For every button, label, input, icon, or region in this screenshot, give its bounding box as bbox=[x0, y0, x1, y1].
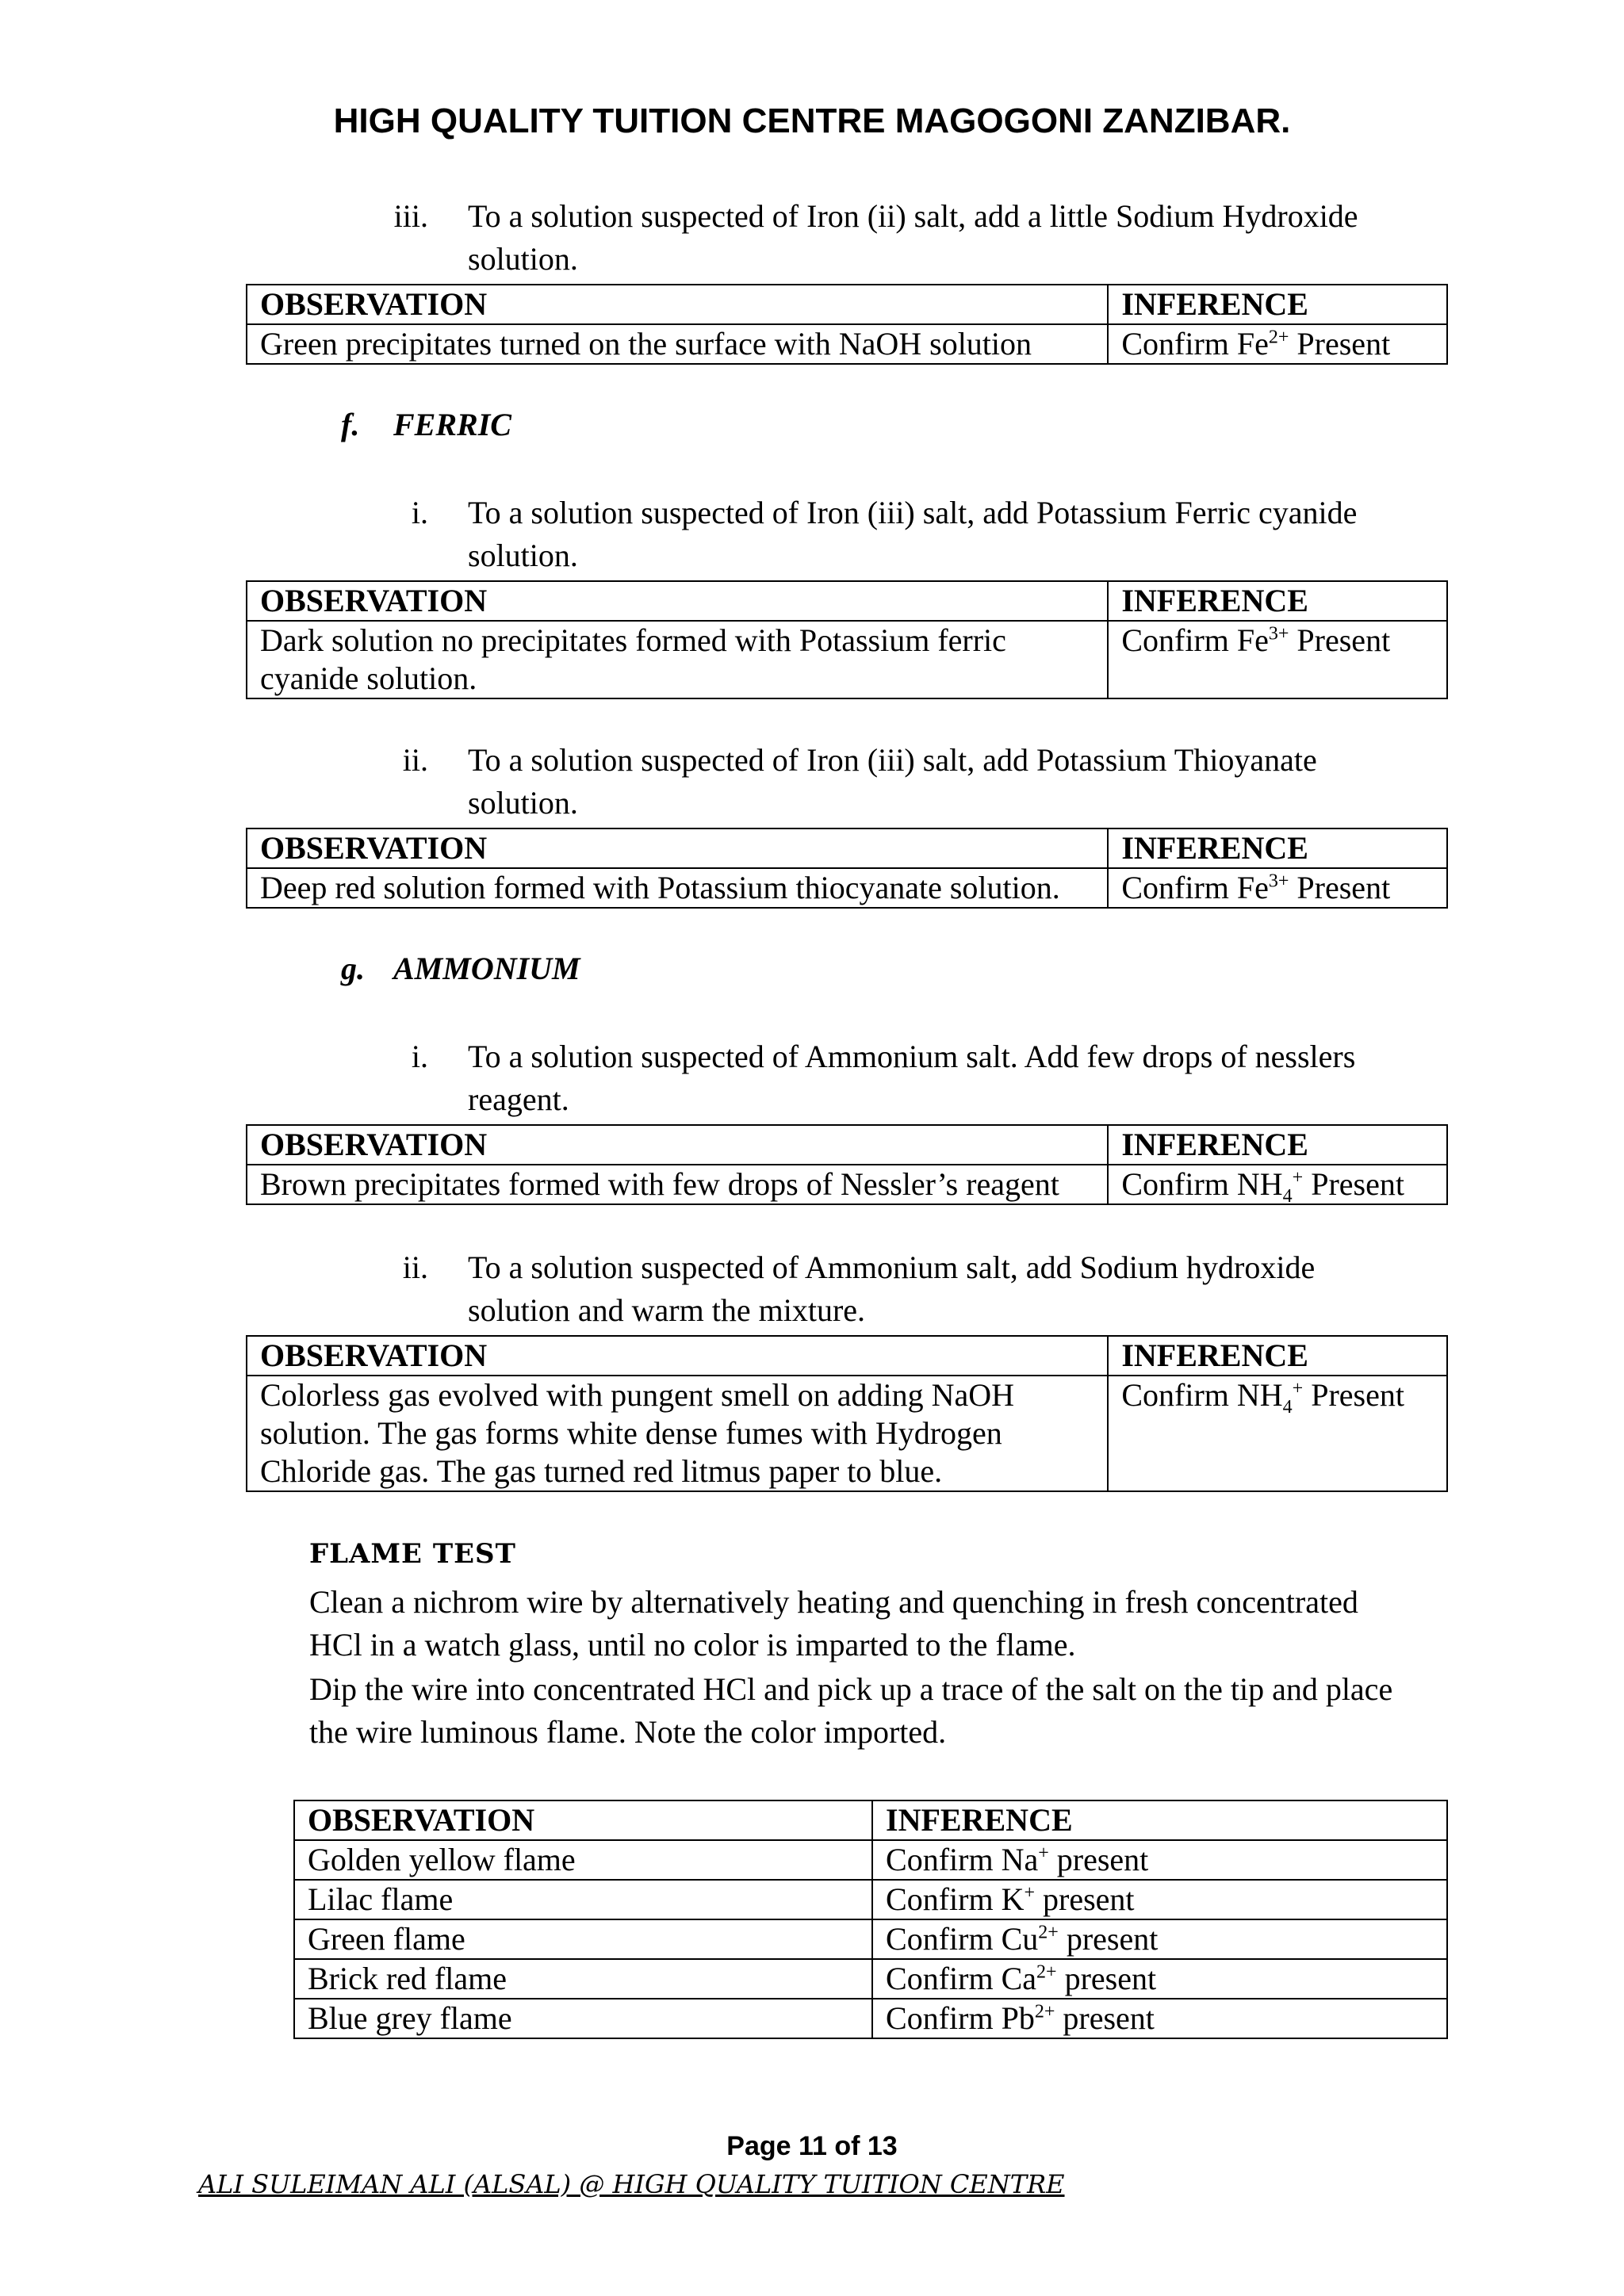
inference-cell: Confirm $Fe^{2+}$ Present bbox=[1108, 324, 1447, 364]
instruction-line-1: To a solution suspected of Ammonium salt. Add few drops of nesslers bbox=[468, 1039, 1356, 1074]
table-row bbox=[247, 324, 1447, 364]
inference-cell: Confirm $NH_4^+$ Present bbox=[1108, 1165, 1447, 1204]
page-number: Page 11 of 13 bbox=[726, 2131, 898, 2161]
ammonium-test-1-table bbox=[246, 1124, 1448, 1205]
inference-header: INFERENCE bbox=[1108, 285, 1447, 324]
ammonium-test-1-instruction bbox=[381, 1035, 1491, 1123]
instruction-line-2: solution. bbox=[468, 241, 578, 277]
section-letter: g. bbox=[341, 951, 365, 986]
observation-header: OBSERVATION bbox=[247, 581, 1108, 621]
observation-cell: Green precipitates turned on the surface with NaOH solution bbox=[247, 324, 1108, 364]
item-number: i. bbox=[411, 1039, 428, 1074]
table-row bbox=[247, 868, 1447, 908]
paragraph-line: Dip the wire into concentrated HCl and pick up a trace of the salt on the tip and place bbox=[309, 1671, 1393, 1707]
item-number: i. bbox=[411, 495, 428, 530]
flame-test-paragraph-2 bbox=[309, 1668, 1451, 1754]
ferric-test-1-table bbox=[246, 580, 1448, 699]
ferric-test-2-table bbox=[246, 828, 1448, 909]
ferric-test-2-instruction bbox=[381, 739, 1491, 826]
ferric-test-1-instruction bbox=[381, 492, 1491, 579]
instruction-line-2: solution and warm the mixture. bbox=[468, 1292, 866, 1328]
footer-author-credit: ALI SULEIMAN ALI (ALSAL) @ HIGH QUALITY TUITION CENTRE bbox=[198, 2169, 1065, 2199]
instruction-line-2: solution. bbox=[468, 785, 578, 821]
table-header-row bbox=[247, 285, 1447, 324]
item-number: iii. bbox=[393, 198, 428, 234]
table-row bbox=[294, 1919, 1447, 1959]
section-title: FERRIC bbox=[393, 407, 511, 442]
inference-header: INFERENCE bbox=[1108, 581, 1447, 621]
table-row bbox=[294, 1840, 1447, 1880]
flame-test-paragraph-1 bbox=[309, 1581, 1451, 1667]
flame-test-heading: FLAME TEST bbox=[309, 1538, 516, 1570]
observation-header: OBSERVATION bbox=[294, 1800, 872, 1840]
instruction-line-2: reagent. bbox=[468, 1081, 569, 1117]
table-header-row bbox=[247, 1125, 1447, 1165]
observation-cell: Green flame bbox=[294, 1919, 872, 1959]
observation-header: OBSERVATION bbox=[247, 828, 1108, 868]
section-title: AMMONIUM bbox=[393, 951, 580, 986]
table-row bbox=[247, 1165, 1447, 1204]
observation-cell: Dark solution no precipitates formed with Potassium ferric cyanide solution. bbox=[247, 621, 1108, 698]
section-ferric-heading bbox=[341, 406, 511, 443]
instruction-line-1: To a solution suspected of Iron (iii) salt, add Potassium Ferric cyanide bbox=[468, 495, 1358, 530]
observation-cell: Brown precipitates formed with few drops of Nessler’s reagent bbox=[247, 1165, 1108, 1204]
inference-header: INFERENCE bbox=[1108, 1336, 1447, 1376]
inference-cell: Confirm $Pb^{2+}$ present bbox=[872, 1999, 1447, 2038]
observation-cell: Lilac flame bbox=[294, 1880, 872, 1919]
table-header-row bbox=[294, 1800, 1447, 1840]
inference-cell: Confirm $Fe^{3+}$ Present bbox=[1108, 868, 1447, 908]
section-ammonium-heading bbox=[341, 950, 580, 987]
instruction-line-1: To a solution suspected of Iron (iii) salt, add Potassium Thioyanate bbox=[468, 742, 1317, 778]
observation-cell: Blue grey flame bbox=[294, 1999, 872, 2038]
paragraph-line: HCl in a watch glass, until no color is imparted to the flame. bbox=[309, 1627, 1076, 1663]
inference-cell: Confirm $Cu^{2+}$ present bbox=[872, 1919, 1447, 1959]
page-header-title: HIGH QUALITY TUITION CENTRE MAGOGONI ZANZIBAR. bbox=[333, 101, 1291, 140]
inference-header: INFERENCE bbox=[872, 1800, 1447, 1840]
item-number: ii. bbox=[402, 742, 428, 778]
observation-header: OBSERVATION bbox=[247, 285, 1108, 324]
table-header-row bbox=[247, 581, 1447, 621]
observation-cell: Colorless gas evolved with pungent smell on adding NaOH solution. The gas forms white dense fumes with Hydrogen Chloride gas. The gas turned red litmus paper to blue. bbox=[247, 1376, 1108, 1491]
paragraph-line: the wire luminous flame. Note the color imported. bbox=[309, 1714, 947, 1750]
inference-cell: Confirm $NH_4^+$ Present bbox=[1108, 1376, 1447, 1491]
table-header-row bbox=[247, 828, 1447, 868]
ammonium-test-2-instruction bbox=[381, 1246, 1491, 1334]
item-number: ii. bbox=[402, 1249, 428, 1285]
instruction-line-1: To a solution suspected of Iron (ii) salt, add a little Sodium Hydroxide bbox=[468, 198, 1358, 234]
inference-cell: Confirm Na+ present bbox=[872, 1840, 1447, 1880]
table-row bbox=[294, 1999, 1447, 2038]
iron2-test-3-table bbox=[246, 284, 1448, 365]
observation-cell: Brick red flame bbox=[294, 1959, 872, 1999]
observation-cell: Deep red solution formed with Potassium thiocyanate solution. bbox=[247, 868, 1108, 908]
section-letter: f. bbox=[341, 407, 360, 442]
observation-header: OBSERVATION bbox=[247, 1336, 1108, 1376]
ammonium-test-2-table bbox=[246, 1335, 1448, 1492]
observation-cell: Golden yellow flame bbox=[294, 1840, 872, 1880]
inference-cell: Confirm K+ present bbox=[872, 1880, 1447, 1919]
iron2-test-3-instruction bbox=[381, 195, 1491, 282]
table-row bbox=[247, 1376, 1447, 1491]
table-row bbox=[294, 1880, 1447, 1919]
table-header-row bbox=[247, 1336, 1447, 1376]
instruction-line-1: To a solution suspected of Ammonium salt, add Sodium hydroxide bbox=[468, 1249, 1316, 1285]
inference-header: INFERENCE bbox=[1108, 828, 1447, 868]
table-row bbox=[247, 621, 1447, 698]
inference-cell: Confirm $Fe^{3+}$ Present bbox=[1108, 621, 1447, 698]
flame-test-table bbox=[293, 1800, 1448, 2039]
table-row bbox=[294, 1959, 1447, 1999]
paragraph-line: Clean a nichrom wire by alternatively heating and quenching in fresh concentrated bbox=[309, 1584, 1358, 1620]
inference-header: INFERENCE bbox=[1108, 1125, 1447, 1165]
inference-cell: Confirm $Ca^{2+}$ present bbox=[872, 1959, 1447, 1999]
observation-header: OBSERVATION bbox=[247, 1125, 1108, 1165]
instruction-line-2: solution. bbox=[468, 538, 578, 573]
